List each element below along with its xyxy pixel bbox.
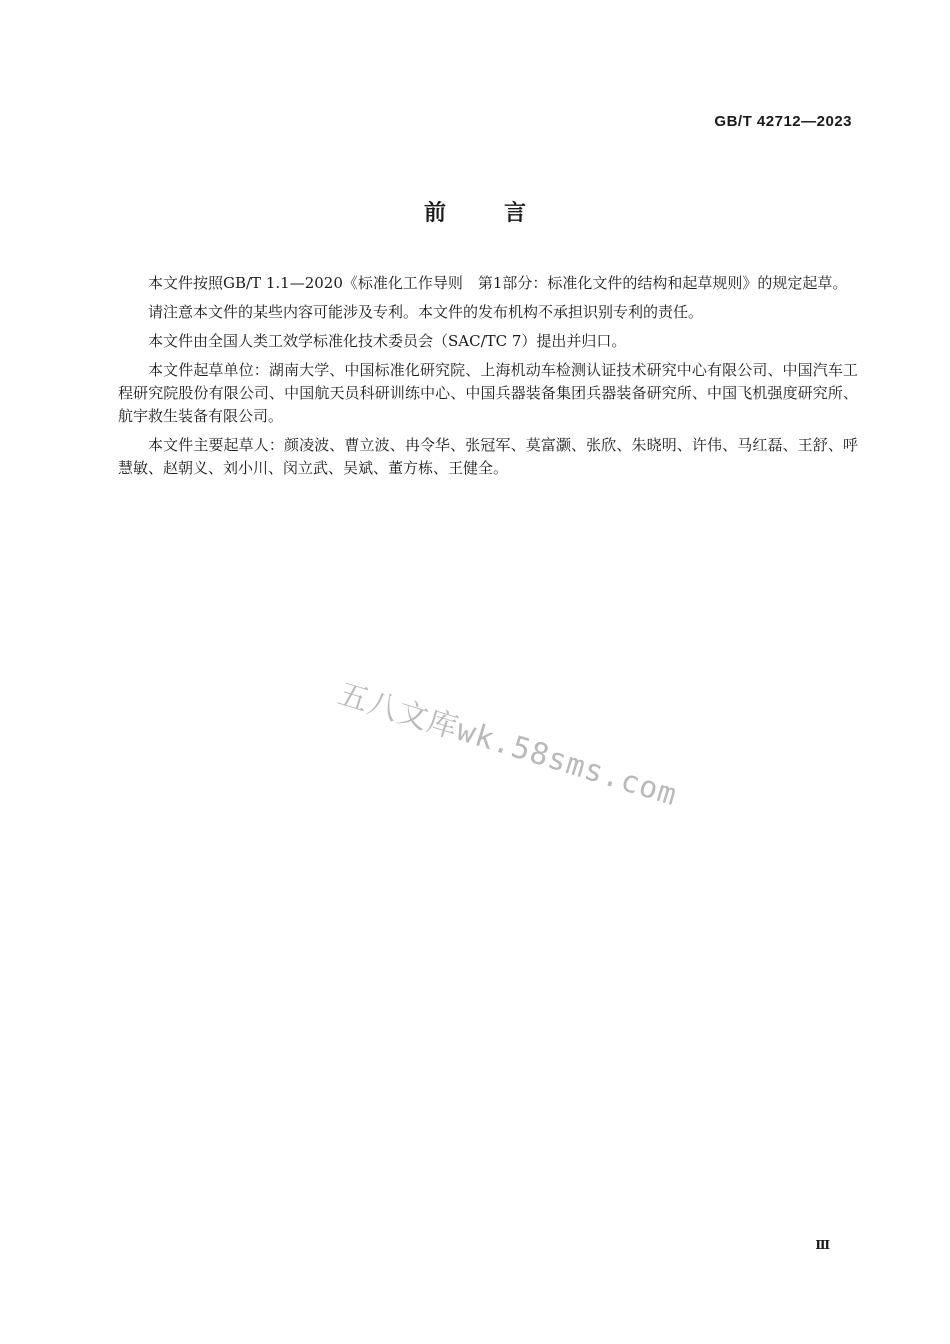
watermark: 五八文库wk.58sms.com <box>333 676 682 814</box>
page-title: 前言 <box>423 200 584 226</box>
standard-code: GB/T 42712—2023 <box>714 113 852 130</box>
paragraph-drafting-units: 本文件起草单位：湖南大学、中国标准化研究院、上海机动车检测认证技术研究中心有限公司、中国汽车工程研究院股份有限公司、中国航天员科研训练中心、中国兵器装备集团兵器装备研究所、中国飞机强度研究所、航宇救生装备有限公司。 <box>118 361 858 425</box>
paragraph-patent-notice: 请注意本文件的某些内容可能涉及专利。本文件的发布机构不承担识别专利的责任。 <box>148 303 704 321</box>
paragraph-drafters: 本文件主要起草人：颜凌波、曹立波、冉令华、张冠军、莫富灏、张欣、朱晓明、许伟、马红磊、王舒、呼慧敏、赵朝义、刘小川、闵立武、吴斌、董方栋、王健全。 <box>118 436 858 477</box>
page-number: Ⅲ <box>815 1238 829 1252</box>
paragraph-proposer: 本文件由全国人类工效学标准化技术委员会（SAC/TC 7）提出并归口。 <box>148 332 627 350</box>
paragraph-drafting-rules: 本文件按照GB/T 1.1—2020《标准化工作导则 第1部分：标准化文件的结构和起草规则》的规定起草。 <box>148 274 848 292</box>
preface-body <box>118 272 858 486</box>
